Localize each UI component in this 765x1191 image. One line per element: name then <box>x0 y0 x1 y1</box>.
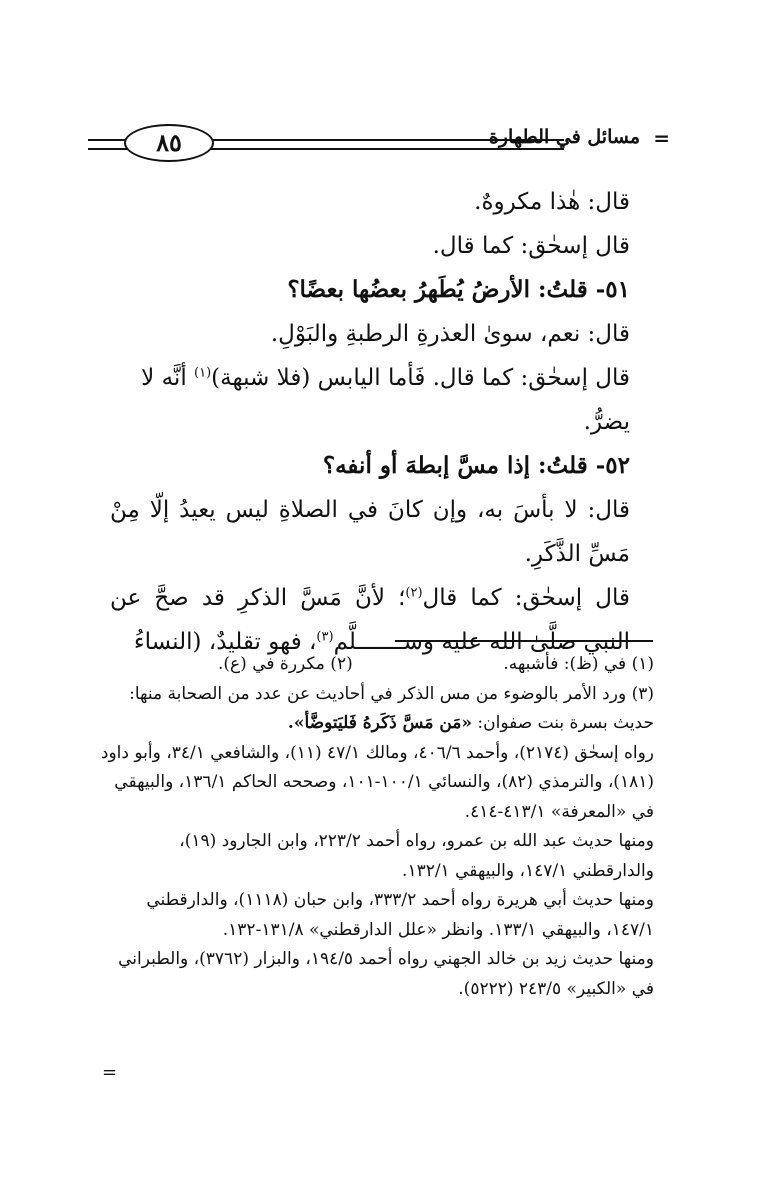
footnote-paragraph: ومنها حديث أبي هريرة رواه أحمد ٣٣٣/٢، وابن حبان (١١١٨)، والدارقطني ١٤٧/١، والبيهقي ١٣٣/١. وانظر «علل الدارقطني» ١٣١/٨-١٣٢. <box>146 890 654 940</box>
footnote-1: (١) في (ظ): فأشبهه. <box>503 654 654 674</box>
footnote-paragraph: رواه إسحٰق (٢١٧٤)، وأحمد ٤٠٦/٦، ومالك ٤٧/١ (١١)، والشافعي ٣٤/١، وأبو داود (١٨١)، والترمذي (٨٢)، والنسائي ١٠٠/١-١٠١، وصححه الحاكم ١٣٦/١، والبيهقي في «المعرفة» ٤١٣/١-٤١٤. <box>100 742 654 822</box>
header-rule-left <box>88 139 128 150</box>
text-span: ؛ لأنَّ مَسَّ الذكرِ قد صحَّ عن النبي صلَّىٰ الله عليه وســـــــلَّم <box>110 585 630 655</box>
header-mark: = <box>653 126 670 150</box>
text-span: قال إسحٰق: كما قال. فَأما اليابس (فلا شبهة) <box>211 365 630 391</box>
footnote-ref: (١) <box>194 365 212 381</box>
continuation-mark: = <box>102 1062 118 1083</box>
hadith-text: «مَن مَسَّ ذَكَرهُ فَليَتوضَّأ». <box>287 713 473 733</box>
text-line <box>110 356 630 444</box>
footnote-ref: (٢) <box>405 585 423 601</box>
footnotes <box>98 650 654 1004</box>
text-line: قال: نعم، سوىٰ العذرةِ الرطبةِ والبَوْلِ. <box>270 321 630 347</box>
text-span: قال إسحٰق: كما قال <box>422 585 630 611</box>
footnote-paragraph: ومنها حديث عبد الله بن عمرو، رواه أحمد ٢٢٣/٢، وابن الجارود (١٩)، والدارقطني ١٤٧/١، والبيهقي ١٣٢/١. <box>179 831 654 881</box>
question-text: قلتُ: إذا مسَّ إبطهَ أو أنفه؟ <box>322 452 588 479</box>
main-text <box>110 180 630 664</box>
footnote-separator <box>395 640 653 642</box>
text-line: قال إسحٰق: كما قال. <box>432 233 630 259</box>
question-51 <box>110 268 630 312</box>
question-text: قلتُ: الأرضُ يُطَهرُ بعضُها بعضًا؟ <box>287 276 588 303</box>
question-number: ٥١- <box>587 276 630 303</box>
page-header <box>88 122 670 162</box>
footnote-3-hadith <box>98 709 654 739</box>
question-52 <box>110 444 630 488</box>
footnote-ref: (٣) <box>316 629 334 645</box>
footnote-row <box>98 650 654 680</box>
text-span: أنَّه لا يضرُّ. <box>141 365 630 435</box>
footnote-2: (٢) مكررة في (ع). <box>218 654 353 674</box>
text-line: قال: هٰذا مكروهٌ. <box>474 189 630 215</box>
text-span: ، فهو تقليدٌ، (النساءُ <box>133 629 317 655</box>
running-title: مسائل في الطهارة <box>488 126 640 148</box>
footnote-3-intro: (٣) ورد الأمر بالوضوء من مس الذكر في أحاديث عن عدد من الصحابة منها: <box>129 683 654 704</box>
question-number: ٥٢- <box>587 452 630 479</box>
page-number: ٨٥ <box>124 124 214 162</box>
footnote-paragraph: ومنها حديث زيد بن خالد الجهني رواه أحمد ١٩٤/٥، والبزار (٣٧٦٢)، والطبراني في «الكبير» ٢٤٣/٥ (٥٢٢٢). <box>118 949 654 999</box>
text-paragraph: قال: لا بأسَ به، وإن كانَ في الصلاةِ ليس يعيدُ إلّا مِنْ مَسِّ الذَّكَرِ. <box>110 497 630 567</box>
text-span: حديث بسرة بنت صفوان: <box>472 713 654 733</box>
